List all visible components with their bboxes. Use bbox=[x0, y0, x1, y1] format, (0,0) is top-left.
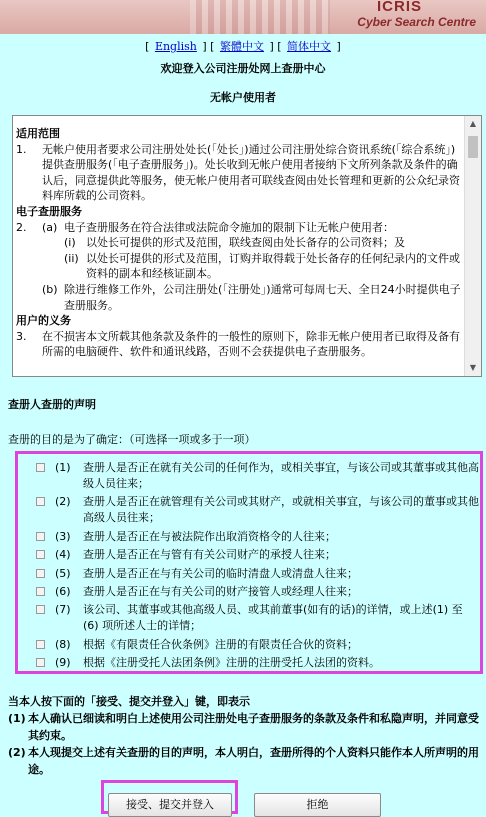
terms-item-number: 1. bbox=[16, 142, 27, 156]
purpose-option-text: 查册人是否正在与有关公司的临时清盘人或清盘人往来； bbox=[83, 566, 358, 580]
terms-heading-service: 电子查册服务 bbox=[16, 204, 82, 218]
header-banner bbox=[0, 0, 486, 34]
page-title: 欢迎登入公司注册处网上查册中心 bbox=[160, 62, 326, 75]
purpose-checkbox[interactable] bbox=[36, 463, 45, 472]
banner-decoration bbox=[190, 0, 330, 34]
terms-scrollbar[interactable] bbox=[464, 116, 481, 376]
terms-item-number: 3. bbox=[16, 329, 27, 343]
purpose-option-label: (6) bbox=[55, 584, 71, 598]
ack-item bbox=[8, 710, 482, 744]
terms-item-text: 无帐户使用者要求公司注册处处长(「处长」)通过公司注册处综合资讯系统(「综合系统」)提供查册服务(「电子查册服务」)。处长收到无帐户使用者接纳下文所列条款及条件的确认后，同意提供此等服务，使无帐户使用者可联线查阅由处长管理和更新的公众纪录资料库所载的公司资料。 bbox=[42, 142, 460, 203]
terms-item bbox=[16, 220, 464, 236]
purpose-option[interactable] bbox=[20, 566, 480, 582]
purpose-option-text: 根据《有限责任合伙条例》注册的有限责任合伙的资料； bbox=[83, 637, 358, 651]
terms-item-text: 在不损害本文所载其他条款及条件的一般性的原则下，除非无帐户使用者已取得及备有所需的电脑硬件、软件和通讯线路，否则不会获提供电子查册服务。 bbox=[42, 329, 460, 359]
purpose-option-text: 查册人是否正在与管有有关公司财产的承授人往来； bbox=[83, 548, 336, 562]
purpose-option-label: (3) bbox=[55, 529, 71, 543]
terms-subitem-label: (a) bbox=[42, 220, 58, 234]
page-subtitle: 无帐户使用者 bbox=[210, 91, 276, 104]
purpose-option-text: 该公司、其董事或其他高级人员、或其前董事(如有的话)的详情，或上述(1) 至 (6) 项所述人士的详情； bbox=[83, 603, 463, 633]
terms-textarea[interactable] bbox=[12, 115, 482, 377]
banner-brand-top: ICRIS bbox=[376, 0, 422, 15]
purpose-checkbox[interactable] bbox=[36, 497, 45, 506]
reject-button[interactable]: 拒绝 bbox=[254, 793, 381, 817]
terms-subsubitem bbox=[64, 235, 464, 251]
terms-heading-scope: 适用范围 bbox=[16, 127, 60, 140]
purpose-option-text: 根据《注册受托人法团条例》注册的注册受托人法团的资料。 bbox=[83, 656, 380, 670]
terms-subsubitem-label: (i) bbox=[64, 236, 76, 250]
scroll-down-icon[interactable]: ▼ bbox=[469, 363, 477, 372]
scroll-up-icon[interactable]: ▲ bbox=[469, 119, 477, 128]
purpose-option-label: (9) bbox=[55, 656, 71, 670]
purpose-option[interactable] bbox=[20, 460, 480, 492]
lang-traditional-link[interactable]: 繁體中文 bbox=[219, 40, 264, 53]
terms-heading-obligations: 用户的义务 bbox=[16, 314, 71, 328]
terms-subsubitem-text: 以处长可提供的形式及范围，联线查阅由处长备存的公司资料；及 bbox=[86, 236, 405, 250]
scroll-thumb[interactable] bbox=[468, 136, 478, 158]
terms-content bbox=[16, 126, 464, 360]
ack-item-number: (1) bbox=[8, 712, 26, 725]
purpose-option[interactable] bbox=[20, 547, 480, 563]
terms-subitem-label: (b) bbox=[42, 282, 58, 296]
purpose-checkbox[interactable] bbox=[36, 605, 45, 614]
banner-brand-bottom: Cyber Search Centre bbox=[357, 15, 476, 29]
accept-submit-login-button[interactable]: 接受、提交并登入 bbox=[108, 793, 232, 817]
purpose-option[interactable] bbox=[20, 529, 480, 545]
terms-subsubitem-text: 以处长可提供的形式及范围，订购并取得载于处长备存的任何纪录内的文件或资料的副本和经核证副本。 bbox=[86, 251, 460, 281]
purpose-option[interactable] bbox=[20, 494, 480, 526]
purpose-option-label: (4) bbox=[55, 548, 71, 562]
lang-simplified-link[interactable]: 简体中文 bbox=[287, 40, 332, 53]
terms-item-number: 2. bbox=[16, 220, 27, 234]
purpose-checkbox[interactable] bbox=[36, 569, 45, 578]
purpose-options-list bbox=[20, 460, 480, 674]
ack-item-text: 本人现提交上述有关查册的目的声明，本人明白，查册所得的个人资料只能作本人所声明的用途。 bbox=[28, 746, 479, 776]
acknowledgement bbox=[8, 693, 482, 778]
purpose-option-text: 查册人是否正在就管理有关公司或其财产，或就相关事宜，与该公司的董事或其他高级人员往来； bbox=[83, 495, 479, 525]
purpose-checkbox[interactable] bbox=[36, 532, 45, 541]
purpose-option-text: 查册人是否正在与被法院作出取消资格令的人往来； bbox=[83, 529, 336, 543]
purpose-option-label: (8) bbox=[55, 637, 71, 651]
purpose-option[interactable] bbox=[20, 637, 480, 653]
ack-intro: 当本人按下面的「接受、提交并登入」键，即表示 bbox=[8, 695, 250, 708]
declaration-heading: 查册人查册的声明 bbox=[8, 398, 96, 411]
terms-subitem bbox=[42, 282, 464, 313]
purpose-checkbox[interactable] bbox=[36, 658, 45, 667]
purpose-option[interactable] bbox=[20, 584, 480, 600]
terms-item bbox=[16, 142, 464, 204]
purpose-option-label: (7) bbox=[55, 603, 71, 617]
ack-item-text: 本人确认已细读和明白上述使用公司注册处电子查册服务的条款及条件和私隐声明，并同意受其约束。 bbox=[28, 712, 479, 742]
language-bar: [ English ] [ 繁體中文 ] [ 简体中文 ] bbox=[145, 40, 341, 53]
purpose-option-text: 查册人是否正在就有关公司的任何作为，或相关事宜，与该公司或其董事或其他高级人员往来； bbox=[83, 461, 479, 490]
declaration-purpose: 查册的目的是为了确定：（可选择一项或多于一项） bbox=[8, 433, 256, 446]
purpose-checkbox[interactable] bbox=[36, 640, 45, 649]
purpose-option-label: (1) bbox=[55, 461, 71, 474]
purpose-option-label: (2) bbox=[55, 495, 71, 509]
purpose-option-text: 查册人是否正在与有关公司的财产接管人或经理人往来； bbox=[83, 584, 358, 598]
purpose-checkbox[interactable] bbox=[36, 587, 45, 596]
terms-subitem-text: 除进行维修工作外，公司注册处(「注册处」)通常可每周七天、全日24小时提供电子查册服务。 bbox=[64, 282, 461, 312]
purpose-checkbox[interactable] bbox=[36, 550, 45, 559]
ack-item bbox=[8, 744, 482, 778]
terms-item bbox=[16, 329, 464, 360]
terms-subsubitem-label: (ii) bbox=[64, 251, 79, 265]
lang-english-link[interactable]: English bbox=[154, 40, 197, 53]
purpose-option-label: (5) bbox=[55, 566, 71, 580]
purpose-option[interactable] bbox=[20, 655, 480, 671]
terms-item-text: 电子查册服务在符合法律或法院命令施加的限制下让无帐户使用者： bbox=[64, 220, 394, 234]
terms-subsubitem bbox=[64, 251, 464, 282]
purpose-option[interactable] bbox=[20, 602, 480, 634]
ack-item-number: (2) bbox=[8, 746, 26, 759]
